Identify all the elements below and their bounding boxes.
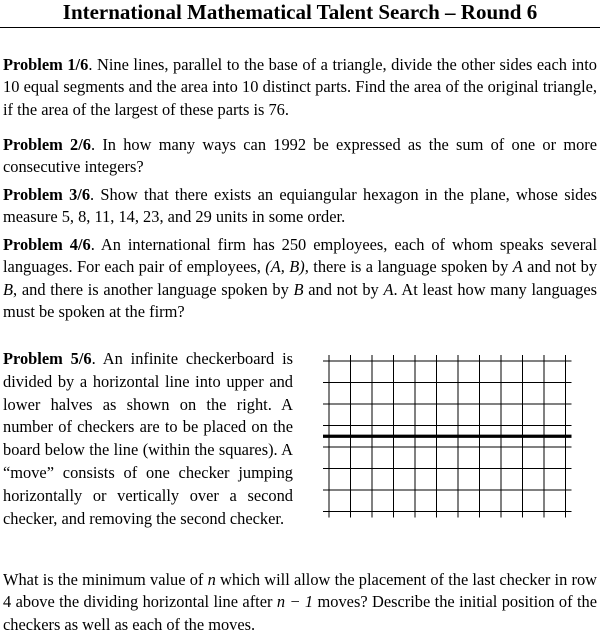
- problem-5-question: [3, 569, 597, 636]
- problem-5-question-text: which will allow the placement of the last checker in row 4 above the dividing horizontal line after: [3, 570, 597, 612]
- problem-4-label: Problem 4/6: [3, 235, 91, 254]
- problem-3: [3, 184, 597, 229]
- problem-1: [3, 54, 597, 121]
- problem-4-text: , there is a language spoken by: [304, 257, 513, 277]
- problem-5-question-text: What is the minimum value of: [3, 570, 208, 589]
- problem-4-text: and not by: [303, 279, 384, 299]
- problem-5-label: Problem 5/6: [3, 349, 92, 368]
- problem-1-text: . Nine lines, parallel to the base of a triangle, divide the other sides each into 10 equal segments and the area into 10 distinct parts. Find the area of the original triangle, if the area of the largest of these parts is 76.: [3, 55, 598, 119]
- problem-3-label: Problem 3/6: [3, 185, 91, 204]
- problem-5-text: . An infinite checkerboard is divided by a horizontal line into upper and lower halves as shown on the right. A number of checkers are to be placed on the board below the line (within the squares). A “move” consists of one checker jumping horizontally or vertically over a second checker, and removing the second checker.: [3, 349, 294, 528]
- checkerboard-diagram: [323, 355, 577, 529]
- problem-2: [3, 134, 597, 179]
- problem-4-math: B: [293, 279, 304, 299]
- problem-4-math: A: [383, 279, 394, 299]
- problem-5: [3, 348, 293, 530]
- problem-5-math: n − 1: [276, 592, 314, 612]
- problem-4-text: . An international firm has 250 employees, each of whom speaks several languages. For each pair of employees,: [3, 235, 597, 277]
- problem-4-text: , and there is another language spoken by: [13, 279, 294, 299]
- problem-3-text: . Show that there exists an equiangular hexagon in the plane, whose sides measure 5, 8, 11, 14, 23, and 29 units in some order.: [3, 185, 597, 227]
- problem-2-text: . In how many ways can 1992 be expressed as the sum of one or more consecutive integers?: [3, 135, 597, 177]
- problem-1-label: Problem 1/6: [3, 55, 89, 74]
- problem-4-math: B: [3, 279, 14, 299]
- problem-2-label: Problem 2/6: [3, 135, 91, 154]
- problem-4-math: A: [512, 257, 523, 277]
- title-rule: [0, 27, 600, 28]
- problem-5-math: n: [207, 570, 216, 589]
- problem-5-question-text: moves? Describe the initial position of the checkers as well as each of the moves.: [3, 592, 598, 634]
- page-title: International Mathematical Talent Search – Round 6: [62, 0, 538, 24]
- problem-4-math-pair: (A, B): [265, 257, 305, 277]
- problem-4: [3, 234, 597, 324]
- problem-4-text: and not by: [522, 257, 598, 277]
- problem-4-text: . At least how many languages must be spoken at the firm?: [3, 279, 597, 322]
